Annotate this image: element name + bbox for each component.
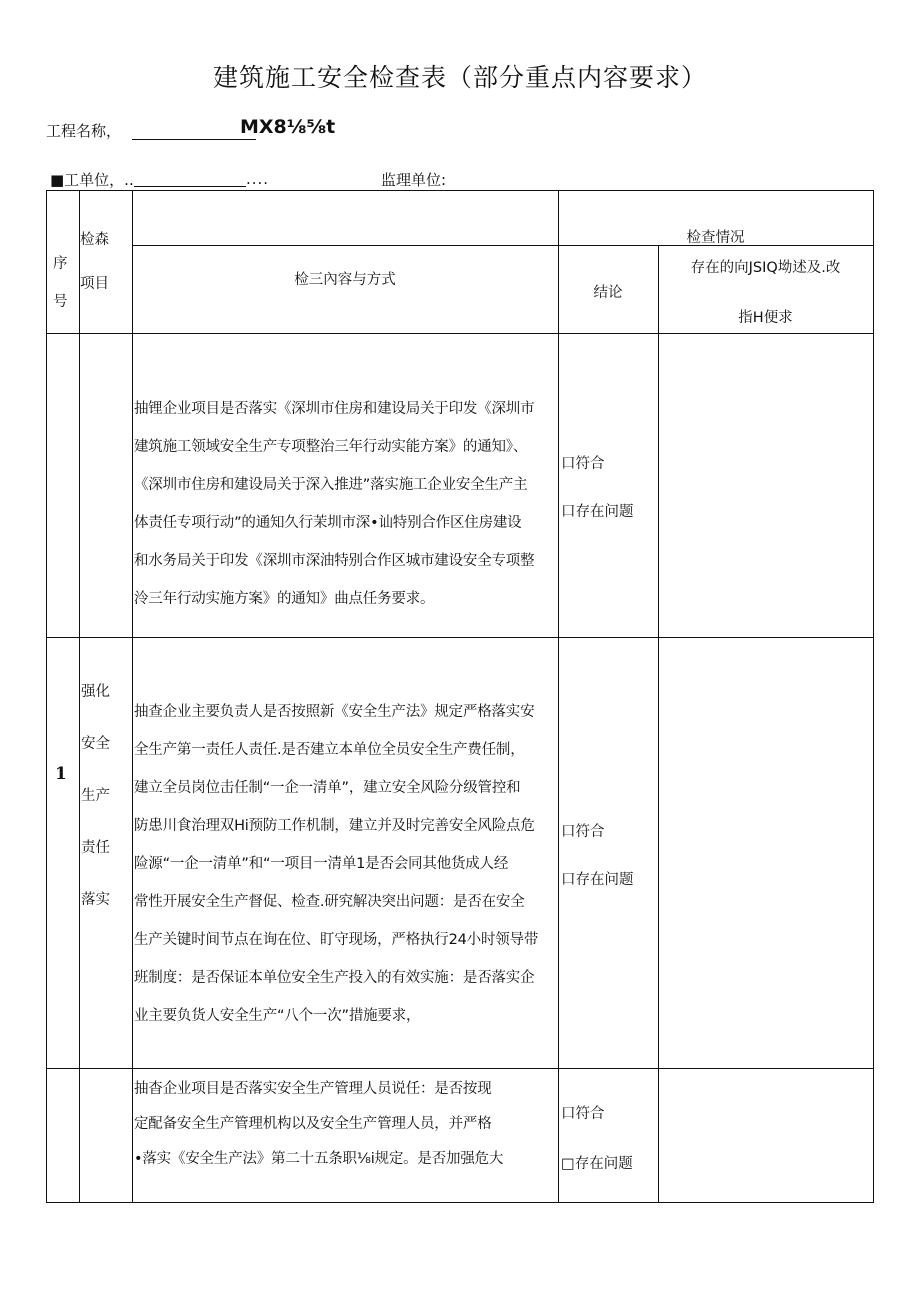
table-left-border (46, 190, 47, 1203)
header-situation: 检查情况 (686, 230, 745, 246)
row1-content: 抽锂企业项目是否落实《深圳市住房和建设局关于印发《深圳市 建筑施工领域安全生产专项整治三年行动实能方案》的通知》、 《深圳市住房和建设局关于深入推进”落实施工企业安全生产主 体责任专项行动”的通知久行茉圳市深•讪特别合作区住房建设 和水务局关于印发《深圳市深油特别合作区城市建设安全专项整 泠三年行动实施方案》的通知》曲点任务要求。 (134, 401, 535, 607)
col-divider-content (558, 190, 559, 1203)
row2-item: 强化 安全 生产 责任 落实 (81, 684, 110, 908)
project-name-underline (132, 138, 256, 140)
project-name-label: 工程名称， (46, 122, 122, 140)
row1-check-pass[interactable]: 口符合 (561, 456, 605, 472)
construction-unit-label: ■工单位，.. (50, 171, 134, 189)
row2-content: 抽查企业主要负责人是否按照新《安全生产法》规定严格落实安 全生产第一责任人责任.是否建立本单位全员安全生产费任制， 建立全员岗位击任制“一企一清单”，建立安全风险分级管控和 防患川食治理双Hi预防工作机制，建立并及时完善安全风险点危 险源“一企一清单”和“一项目一清单1是否会同其他货成人经 常性开展安全生产督促、检查.研究解决突出问题：是否在安全 生产关键时间节点在询在位、盯守现场，严格执行24小时领导带 班制度：是否保证本单位安全生产投入的有效实施：是否落实企 业主要负货人安全生产“八个一次”措施要求， (134, 704, 539, 1024)
header-conclusion: 结论 (593, 285, 623, 301)
table-bottom-border (46, 1202, 874, 1203)
supervision-unit-label: 监理单位: (381, 171, 447, 189)
table-right-border (873, 190, 874, 1203)
header-content: 检三內容与方式 (294, 272, 396, 288)
row3-check-pass[interactable]: 口符合 (561, 1106, 605, 1122)
header-seq: 序 号 (53, 256, 68, 310)
page-title: 建筑施工安全检查表（部分重点内容要求） (212, 63, 707, 92)
row2-check-issue[interactable]: 口存在问题 (561, 872, 634, 888)
row2-check-pass[interactable]: 口符合 (561, 824, 605, 840)
row-divider-2 (46, 1068, 874, 1069)
row-divider-1 (46, 637, 874, 638)
col-divider-seq (79, 190, 80, 1203)
project-name-value: MX8⅛⅝t (240, 116, 336, 138)
row3-content: 抽杳企业项目是否落实安全生产管理人员说任：是否按现 定配备安全生产管理机构以及安全生产管理人员，并严格 •落实《安全生产法》第二十五条职⅛i规定。是否加强危大 (134, 1081, 504, 1167)
row1-check-issue[interactable]: 口存在问题 (561, 504, 634, 520)
header-item: 检森 项目 (80, 232, 109, 292)
col-divider-item (132, 190, 133, 1203)
col-divider-conclusion (658, 245, 659, 1203)
header-issues: 存在的向JSIQ坳述及.改 指H便求 (690, 260, 841, 326)
table-top-border (46, 190, 874, 191)
construction-unit-underline (134, 185, 246, 187)
construction-unit-dots: .... (246, 170, 270, 188)
row2-seq: 1 (55, 764, 67, 784)
row3-check-issue[interactable]: □存在问题 (561, 1156, 633, 1172)
header-bottom-line (46, 333, 874, 334)
